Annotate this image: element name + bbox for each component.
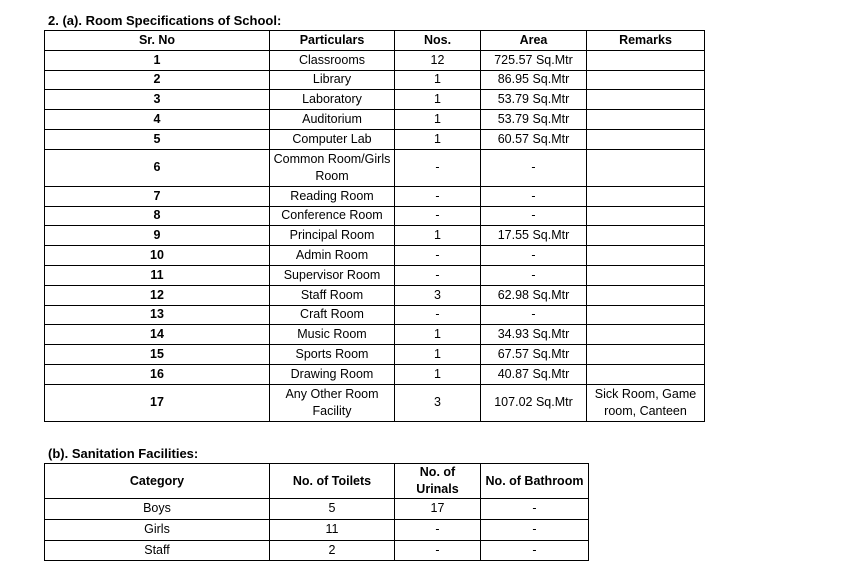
cell-remarks <box>587 246 705 266</box>
cell-toilets: 2 <box>270 540 395 561</box>
cell-area: 86.95 Sq.Mtr <box>481 70 587 90</box>
cell-area: - <box>481 149 587 186</box>
cell-urinals: 17 <box>395 499 481 520</box>
cell-remarks <box>587 206 705 226</box>
cell-sr-no: 11 <box>45 265 270 285</box>
cell-category: Girls <box>45 519 270 540</box>
header-remarks: Remarks <box>587 31 705 51</box>
cell-nos: 3 <box>395 384 481 421</box>
table-row <box>45 305 705 325</box>
cell-nos: 1 <box>395 110 481 130</box>
table-row <box>45 246 705 266</box>
cell-sr-no: 16 <box>45 364 270 384</box>
cell-nos: 3 <box>395 285 481 305</box>
cell-bathroom: - <box>481 499 589 520</box>
cell-remarks <box>587 345 705 365</box>
cell-remarks <box>587 129 705 149</box>
table-header-row <box>45 31 705 51</box>
cell-particulars: Common Room/Girls Room <box>270 149 395 186</box>
cell-particulars: Computer Lab <box>270 129 395 149</box>
cell-sr-no: 6 <box>45 149 270 186</box>
table-row <box>45 226 705 246</box>
cell-sr-no: 12 <box>45 285 270 305</box>
table-row <box>45 90 705 110</box>
cell-area: 40.87 Sq.Mtr <box>481 364 587 384</box>
header-particulars: Particulars <box>270 31 395 51</box>
cell-sr-no: 2 <box>45 70 270 90</box>
cell-urinals: - <box>395 519 481 540</box>
cell-nos: 1 <box>395 70 481 90</box>
cell-remarks <box>587 149 705 186</box>
cell-sr-no: 4 <box>45 110 270 130</box>
room-specifications-table <box>44 30 705 422</box>
cell-area: 53.79 Sq.Mtr <box>481 90 587 110</box>
cell-toilets: 5 <box>270 499 395 520</box>
cell-remarks <box>587 285 705 305</box>
cell-particulars: Auditorium <box>270 110 395 130</box>
cell-remarks: Sick Room, Game room, Canteen <box>587 384 705 421</box>
cell-category: Boys <box>45 499 270 520</box>
cell-nos: 1 <box>395 325 481 345</box>
room-specifications-heading: 2. (a). Room Specifications of School: <box>48 13 282 28</box>
cell-sr-no: 10 <box>45 246 270 266</box>
cell-sr-no: 9 <box>45 226 270 246</box>
table-row <box>45 265 705 285</box>
table-row <box>45 70 705 90</box>
cell-nos: - <box>395 186 481 206</box>
cell-area: 34.93 Sq.Mtr <box>481 325 587 345</box>
table-row <box>45 384 705 421</box>
cell-remarks <box>587 110 705 130</box>
cell-area: 107.02 Sq.Mtr <box>481 384 587 421</box>
table-row <box>45 149 705 186</box>
cell-remarks <box>587 325 705 345</box>
cell-particulars: Principal Room <box>270 226 395 246</box>
cell-toilets: 11 <box>270 519 395 540</box>
cell-area: - <box>481 206 587 226</box>
cell-particulars: Drawing Room <box>270 364 395 384</box>
cell-remarks <box>587 305 705 325</box>
table-row <box>45 285 705 305</box>
cell-nos: 1 <box>395 364 481 384</box>
table-row <box>45 499 589 520</box>
header-urinals: No. of Urinals <box>395 464 481 499</box>
cell-nos: - <box>395 265 481 285</box>
cell-sr-no: 13 <box>45 305 270 325</box>
cell-particulars: Any Other Room Facility <box>270 384 395 421</box>
cell-nos: 1 <box>395 129 481 149</box>
header-toilets: No. of Toilets <box>270 464 395 499</box>
cell-particulars: Staff Room <box>270 285 395 305</box>
cell-remarks <box>587 90 705 110</box>
table-row <box>45 50 705 70</box>
table-row <box>45 325 705 345</box>
cell-nos: - <box>395 246 481 266</box>
table-row <box>45 186 705 206</box>
cell-nos: - <box>395 206 481 226</box>
table-row <box>45 129 705 149</box>
cell-area: 17.55 Sq.Mtr <box>481 226 587 246</box>
sanitation-facilities-table <box>44 463 589 561</box>
cell-area: - <box>481 186 587 206</box>
cell-area: - <box>481 305 587 325</box>
cell-particulars: Supervisor Room <box>270 265 395 285</box>
cell-particulars: Library <box>270 70 395 90</box>
cell-nos: 12 <box>395 50 481 70</box>
cell-category: Staff <box>45 540 270 561</box>
table-row <box>45 519 589 540</box>
cell-area: 67.57 Sq.Mtr <box>481 345 587 365</box>
cell-bathroom: - <box>481 540 589 561</box>
cell-particulars: Admin Room <box>270 246 395 266</box>
cell-bathroom: - <box>481 519 589 540</box>
cell-area: 62.98 Sq.Mtr <box>481 285 587 305</box>
cell-nos: 1 <box>395 90 481 110</box>
cell-sr-no: 7 <box>45 186 270 206</box>
cell-nos: 1 <box>395 226 481 246</box>
cell-particulars: Laboratory <box>270 90 395 110</box>
cell-sr-no: 17 <box>45 384 270 421</box>
cell-remarks <box>587 70 705 90</box>
cell-particulars: Conference Room <box>270 206 395 226</box>
cell-particulars: Classrooms <box>270 50 395 70</box>
cell-area: - <box>481 246 587 266</box>
cell-sr-no: 15 <box>45 345 270 365</box>
cell-sr-no: 5 <box>45 129 270 149</box>
table-row <box>45 206 705 226</box>
cell-particulars: Music Room <box>270 325 395 345</box>
header-nos: Nos. <box>395 31 481 51</box>
table-row <box>45 364 705 384</box>
cell-sr-no: 3 <box>45 90 270 110</box>
cell-remarks <box>587 50 705 70</box>
cell-remarks <box>587 265 705 285</box>
cell-nos: 1 <box>395 345 481 365</box>
cell-sr-no: 8 <box>45 206 270 226</box>
cell-particulars: Sports Room <box>270 345 395 365</box>
cell-area: 53.79 Sq.Mtr <box>481 110 587 130</box>
cell-area: - <box>481 265 587 285</box>
cell-sr-no: 14 <box>45 325 270 345</box>
cell-remarks <box>587 186 705 206</box>
table-header-row <box>45 464 589 499</box>
table-row <box>45 540 589 561</box>
header-bathroom: No. of Bathroom <box>481 464 589 499</box>
header-category: Category <box>45 464 270 499</box>
cell-remarks <box>587 364 705 384</box>
cell-sr-no: 1 <box>45 50 270 70</box>
cell-nos: - <box>395 149 481 186</box>
header-area: Area <box>481 31 587 51</box>
sanitation-facilities-heading: (b). Sanitation Facilities: <box>48 446 199 461</box>
cell-urinals: - <box>395 540 481 561</box>
header-sr-no: Sr. No <box>45 31 270 51</box>
cell-area: 725.57 Sq.Mtr <box>481 50 587 70</box>
cell-area: 60.57 Sq.Mtr <box>481 129 587 149</box>
table-row <box>45 345 705 365</box>
cell-remarks <box>587 226 705 246</box>
cell-particulars: Craft Room <box>270 305 395 325</box>
cell-particulars: Reading Room <box>270 186 395 206</box>
cell-nos: - <box>395 305 481 325</box>
table-row <box>45 110 705 130</box>
